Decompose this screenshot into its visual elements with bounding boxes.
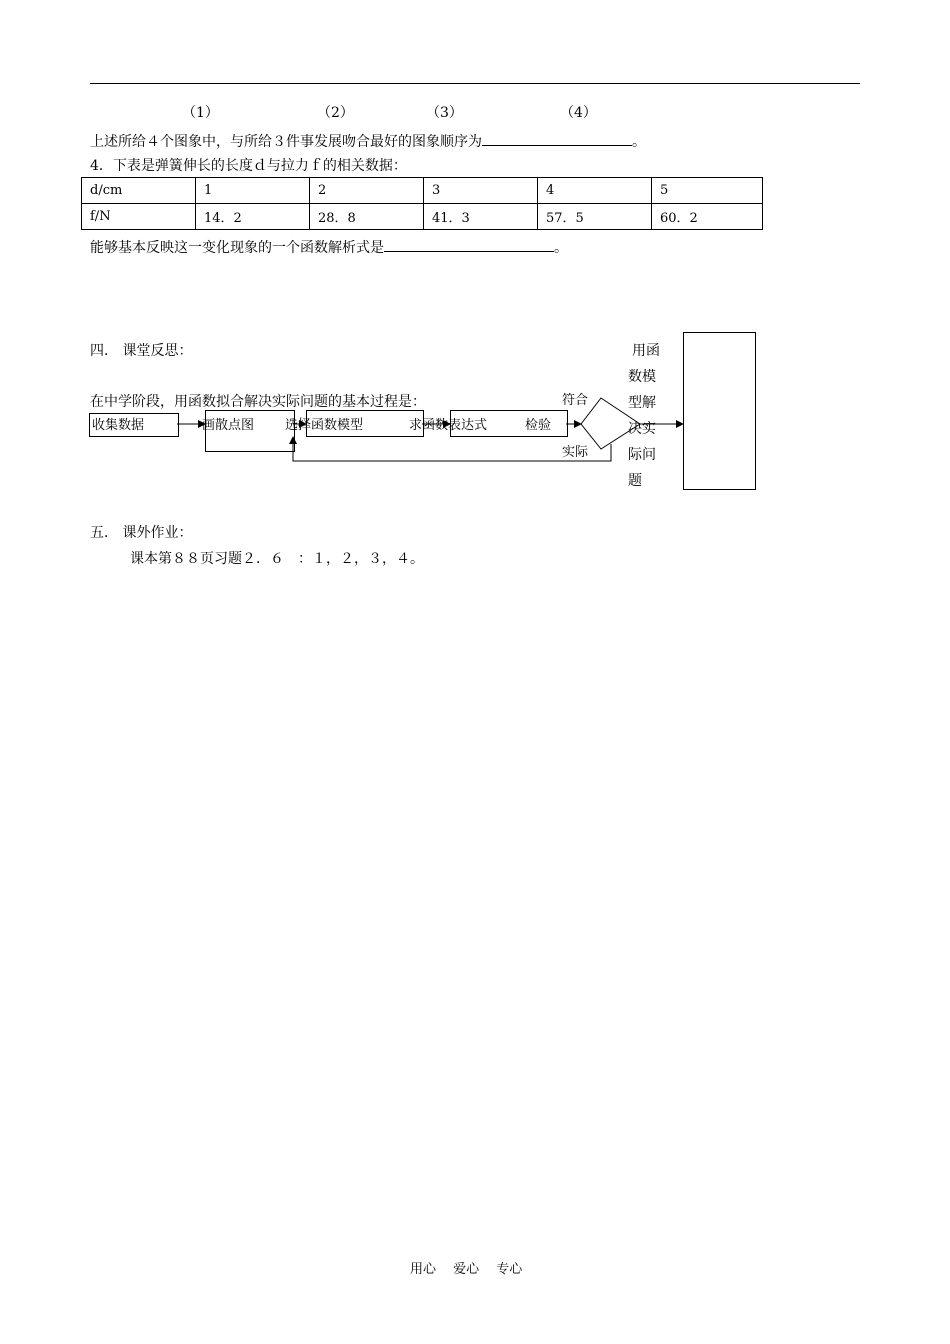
question-3-end: 。 (632, 134, 646, 150)
result-text-line: 用函 (632, 343, 660, 359)
homework-text: 课本第８８页习题２．６ ：１，２，３，４。 (130, 551, 424, 567)
section-5-title: 五． 课外作业： (90, 525, 193, 541)
table-cell: d/cm (82, 178, 196, 204)
process-intro: 在中学阶段，用函数拟合解决实际问题的基本过程是： (90, 394, 426, 410)
table-cell: 1 (196, 178, 310, 204)
flow-result-text (628, 338, 668, 494)
graph-label-1: （1） (182, 105, 219, 121)
result-text-line: 题 (628, 473, 642, 489)
flow-reality-label: 实际 (562, 445, 589, 460)
table-cell: 41．3 (424, 204, 538, 230)
table-cell: 5 (652, 178, 763, 204)
table-cell: 3 (424, 178, 538, 204)
flow-step-model: 选择函数模型 (285, 418, 364, 433)
flow-step-collect: 收集数据 (92, 418, 145, 433)
table-cell: 14．2 (196, 204, 310, 230)
result-text-line: 际问 (628, 447, 656, 463)
table-cell: 2 (310, 178, 424, 204)
flow-fit-label: 符合 (562, 393, 589, 408)
question-4-answer-end: 。 (554, 240, 568, 256)
graph-label-3: （3） (426, 105, 463, 121)
flow-step-check: 检验 (525, 418, 552, 433)
footer-motto: 用心 爱心 专心 (410, 1262, 523, 1277)
result-text-line: 数模 (628, 369, 656, 385)
graph-label-2: （2） (317, 105, 354, 121)
question-4-answer-text: 能够基本反映这一变化现象的一个函数解析式是 (90, 240, 384, 256)
flow-step-expression: 求函数表达式 (409, 418, 488, 433)
flow-step-scatter: 画散点图 (202, 418, 255, 433)
table-cell: 28．8 (310, 204, 424, 230)
table-cell: f/N (82, 204, 196, 230)
table-cell: 57．5 (538, 204, 652, 230)
question-3-text: 上述所给４个图象中，与所给３件事发展吻合最好的图象顺序为 (90, 134, 482, 150)
graph-label-4: （4） (560, 105, 597, 121)
question-4-text: 4．下表是弹簧伸长的长度ｄ与拉力ｆ的相关数据： (90, 158, 407, 174)
table-cell: 60．2 (652, 204, 763, 230)
result-text-line: 决实 (628, 421, 656, 437)
table-cell: 4 (538, 178, 652, 204)
result-text-line: 型解 (628, 395, 656, 411)
section-4-title: 四． 课堂反思： (90, 343, 193, 359)
